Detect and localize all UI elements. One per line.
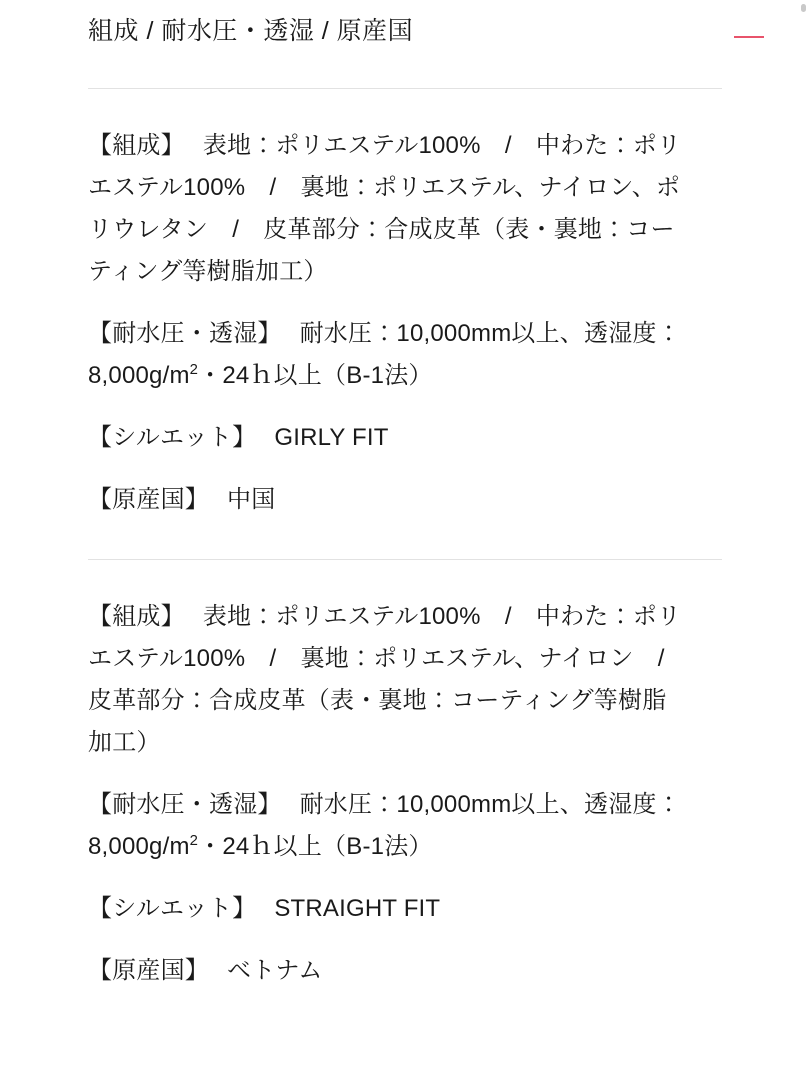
spec-value-pre: 耐水圧：10,000mm以上、透湿度：8,000g/m [88,791,681,860]
scrollbar-thumb[interactable] [801,4,806,12]
minus-icon[interactable] [732,20,766,54]
spec-value: 中国 [227,486,276,513]
spec-row-waterproof [88,784,688,868]
spec-row-composition [88,125,688,293]
spec-value-superscript: 2 [189,833,199,849]
spec-row-silhouette [88,888,688,930]
spec-value-pre: 耐水圧：10,000mm以上、透湿度：8,000g/m [88,320,681,389]
spec-row-silhouette [88,417,688,459]
spec-value: ベトナム [227,957,323,984]
spec-label: 【耐水圧・透湿】 [88,320,282,347]
spec-value-post: ・24ｈ以上（B-1法） [198,833,433,860]
spec-block-2 [0,560,810,992]
spec-label: 【耐水圧・透湿】 [88,791,282,818]
minus-icon-bar [734,36,764,38]
spec-row-waterproof [88,313,688,397]
spec-label: 【シルエット】 [88,895,257,922]
spec-row-origin [88,950,688,992]
spec-value: 表地：ポリエステル100% / 中わた：ポリエステル100% / 裏地：ポリエステル、ナイロン、ポリウレタン / 皮革部分：合成皮革（表・裏地：コーティング等樹脂加工） [88,132,682,285]
spec-label: 【原産国】 [88,957,209,984]
spec-row-origin [88,479,688,521]
spec-label: 【シルエット】 [88,424,257,451]
spec-value: 表地：ポリエステル100% / 中わた：ポリエステル100% / 裏地：ポリエステル、ナイロン / 皮革部分：合成皮革（表・裏地：コーティング等樹脂加工） [88,603,689,756]
spec-label: 【組成】 [88,603,185,630]
spec-block-1 [0,89,810,521]
spec-label: 【原産国】 [88,486,209,513]
page-title: 組成 / 耐水圧・透湿 / 原産国 [88,17,414,45]
spec-value: GIRLY FIT [274,424,389,451]
spec-value-superscript: 2 [189,362,199,378]
spec-value-post: ・24ｈ以上（B-1法） [198,362,433,389]
section-header[interactable] [0,0,810,88]
spec-row-composition [88,596,688,764]
spec-value: STRAIGHT FIT [274,895,441,922]
spec-label: 【組成】 [88,132,185,159]
